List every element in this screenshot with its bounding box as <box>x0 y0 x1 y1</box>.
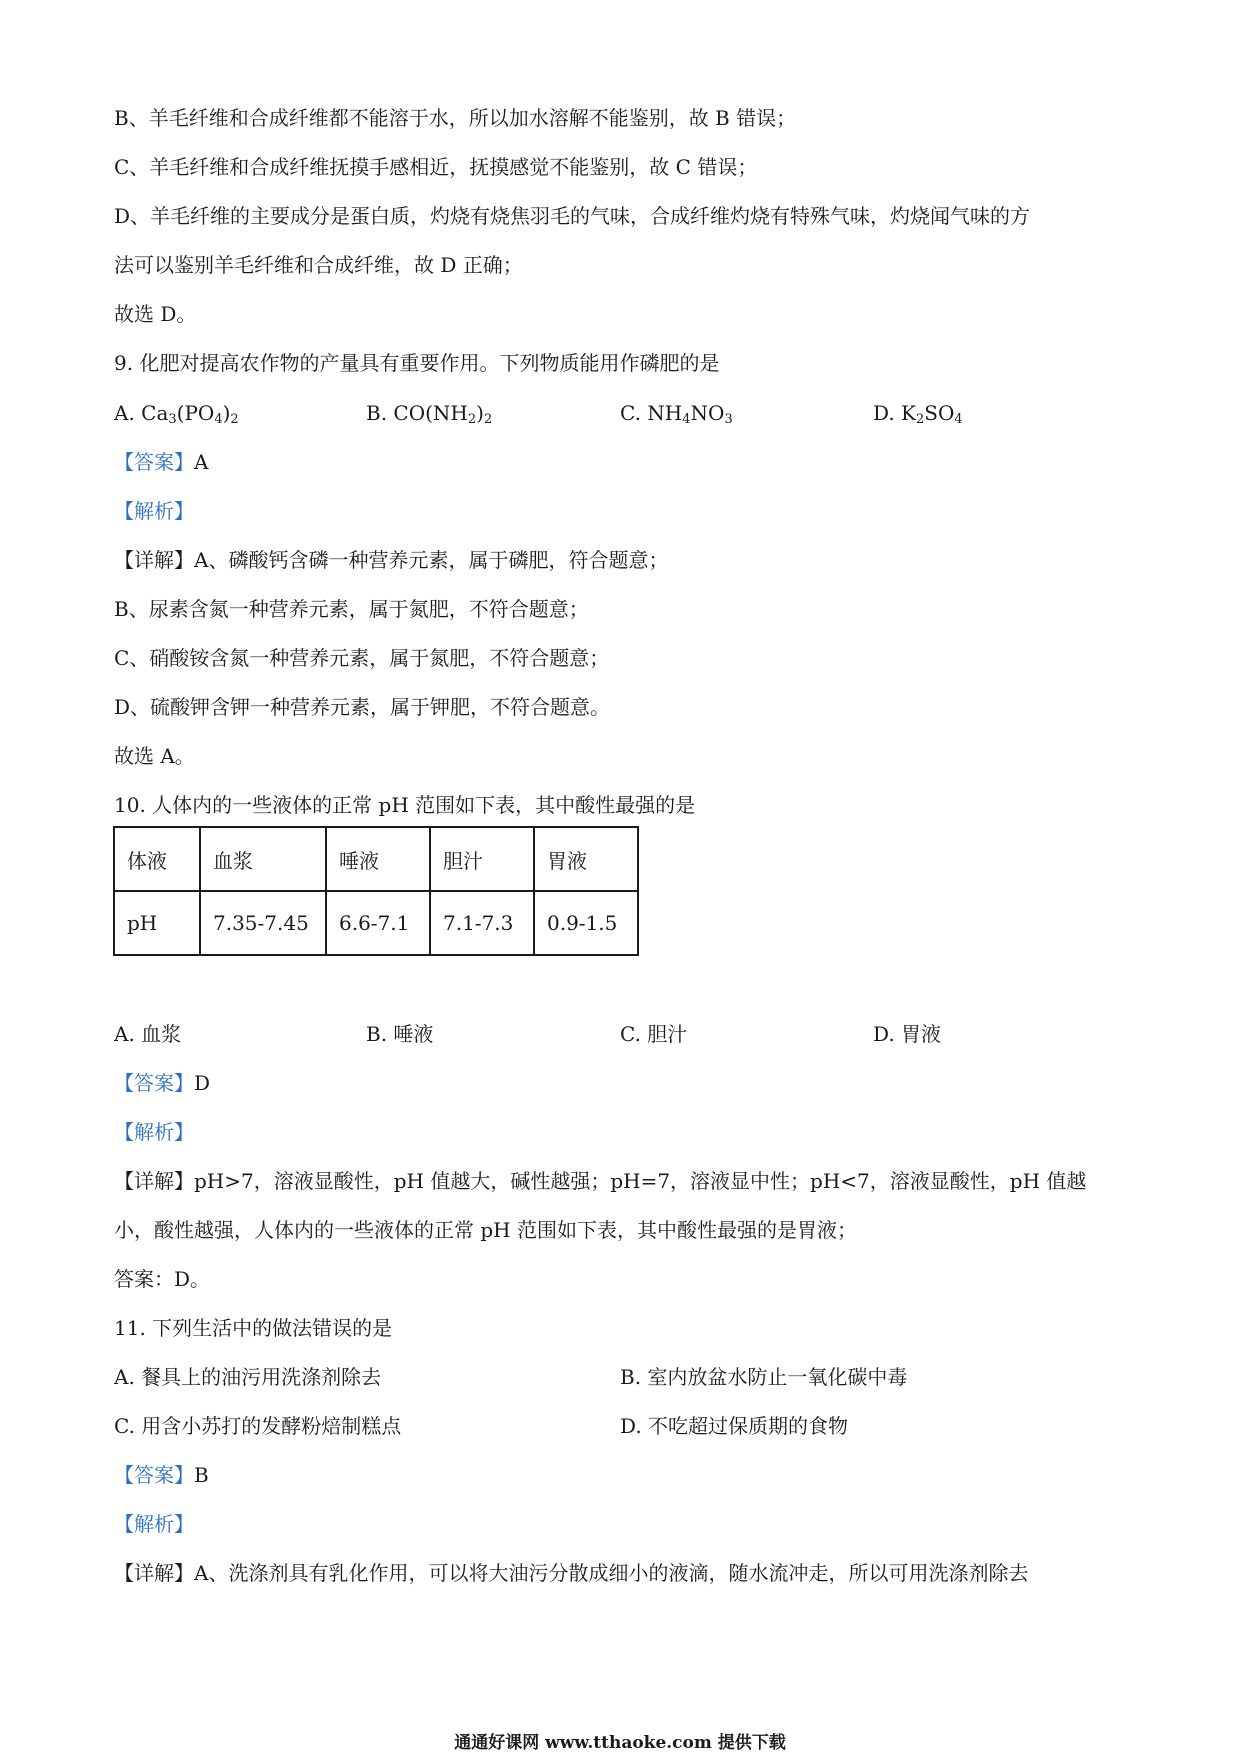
table-cell: 0.9-1.5 <box>534 891 638 955</box>
detail-tag: 【详解】 <box>114 1169 194 1193</box>
answer-value: A <box>194 450 209 474</box>
q10-option-b: B. 唾液 <box>366 1022 434 1046</box>
q9-detail-c: C、硝酸铵含氮一种营养元素，属于氮肥，不符合题意； <box>114 646 610 670</box>
table-cell: 7.35-7.45 <box>200 891 326 955</box>
q9-detail-b: B、尿素含氮一种营养元素，属于氮肥，不符合题意； <box>114 597 589 621</box>
q11-option-d: D. 不吃超过保质期的食物 <box>620 1414 849 1438</box>
detail-tag: 【详解】 <box>114 1561 194 1585</box>
q9-detail-d: D、硫酸钾含钾一种营养元素，属于钾肥，不符合题意。 <box>114 695 611 719</box>
q11-detail-a: 【详解】A、洗涤剂具有乳化作用，可以将大油污分散成细小的液滴，随水流冲走，所以可用洗涤剂除去 <box>114 1561 1029 1585</box>
q11-stem: 11. 下列生活中的做法错误的是 <box>114 1316 393 1340</box>
q11-answer <box>114 1461 209 1489</box>
table-cell: 胆汁 <box>430 827 534 891</box>
q9-detail-a: 【详解】A、磷酸钙含磷一种营养元素，属于磷肥，符合题意； <box>114 548 669 572</box>
ph-table <box>113 826 639 956</box>
table-cell: 7.1-7.3 <box>430 891 534 955</box>
q10-detail-line1: 【详解】pH>7，溶液显酸性，pH 值越大，碱性越强；pH=7，溶液显中性；pH<7，溶液显酸性，pH 值越 <box>114 1169 1087 1193</box>
q9-option-d: D. $K_2SO_4$ <box>873 401 963 427</box>
q9-answer <box>114 448 208 476</box>
q8-option-d-explanation-line2: 法可以鉴别羊毛纤维和合成纤维，故 D 正确； <box>114 253 523 277</box>
q10-option-a: A. 血浆 <box>114 1022 182 1046</box>
q9-option-a: A. $Ca_3(PO_4)_2$ <box>114 401 239 427</box>
table-cell: 体液 <box>114 827 200 891</box>
table-cell: 血浆 <box>200 827 326 891</box>
q11-option-c: C. 用含小苏打的发酵粉焙制糕点 <box>114 1414 402 1438</box>
q8-option-c-explanation: C、羊毛纤维和合成纤维抚摸手感相近，抚摸感觉不能鉴别，故 C 错误； <box>114 155 758 179</box>
q9-analysis-tag: 【解析】 <box>114 499 194 523</box>
answer-value: D <box>194 1071 211 1095</box>
answer-tag: 【答案】 <box>114 1071 194 1095</box>
q9-stem: 9. 化肥对提高农作物的产量具有重要作用。下列物质能用作磷肥的是 <box>114 351 720 375</box>
detail-tag: 【详解】 <box>114 548 194 572</box>
table-row <box>114 827 638 891</box>
q10-conclusion: 答案：D。 <box>114 1267 211 1291</box>
footer-watermark: 通通好课网 www.tthaoke.com 提供下载 <box>454 1733 786 1753</box>
q10-stem: 10. 人体内的一些液体的正常 pH 范围如下表，其中酸性最强的是 <box>114 793 696 817</box>
table-row <box>114 891 638 955</box>
q9-option-b: B. $CO(NH_2)_2$ <box>366 401 493 427</box>
q10-analysis-tag: 【解析】 <box>114 1120 194 1144</box>
q10-detail-line2: 小，酸性越强，人体内的一些液体的正常 pH 范围如下表，其中酸性最强的是胃液； <box>114 1218 857 1242</box>
q11-analysis-tag: 【解析】 <box>114 1512 194 1536</box>
table-cell: pH <box>114 891 200 955</box>
q9-option-c: C. $NH_4NO_3$ <box>620 401 733 427</box>
q11-option-a: A. 餐具上的油污用洗涤剂除去 <box>114 1365 382 1389</box>
q9-conclusion: 故选 A。 <box>114 744 195 768</box>
q10-option-d: D. 胃液 <box>873 1022 942 1046</box>
q10-answer <box>114 1069 210 1097</box>
table-cell: 6.6-7.1 <box>326 891 430 955</box>
table-cell: 胃液 <box>534 827 638 891</box>
q8-option-d-explanation-line1: D、羊毛纤维的主要成分是蛋白质，灼烧有烧焦羽毛的气味，合成纤维灼烧有特殊气味，灼烧闻气味的方 <box>114 204 1031 228</box>
answer-value: B <box>194 1463 209 1487</box>
q11-option-b: B. 室内放盆水防止一氧化碳中毒 <box>620 1365 908 1389</box>
answer-tag: 【答案】 <box>114 450 194 474</box>
table-cell: 唾液 <box>326 827 430 891</box>
q8-conclusion: 故选 D。 <box>114 302 197 326</box>
answer-tag: 【答案】 <box>114 1463 194 1487</box>
q8-option-b-explanation: B、羊毛纤维和合成纤维都不能溶于水，所以加水溶解不能鉴别，故 B 错误； <box>114 106 797 130</box>
q10-option-c: C. 胆汁 <box>620 1022 688 1046</box>
